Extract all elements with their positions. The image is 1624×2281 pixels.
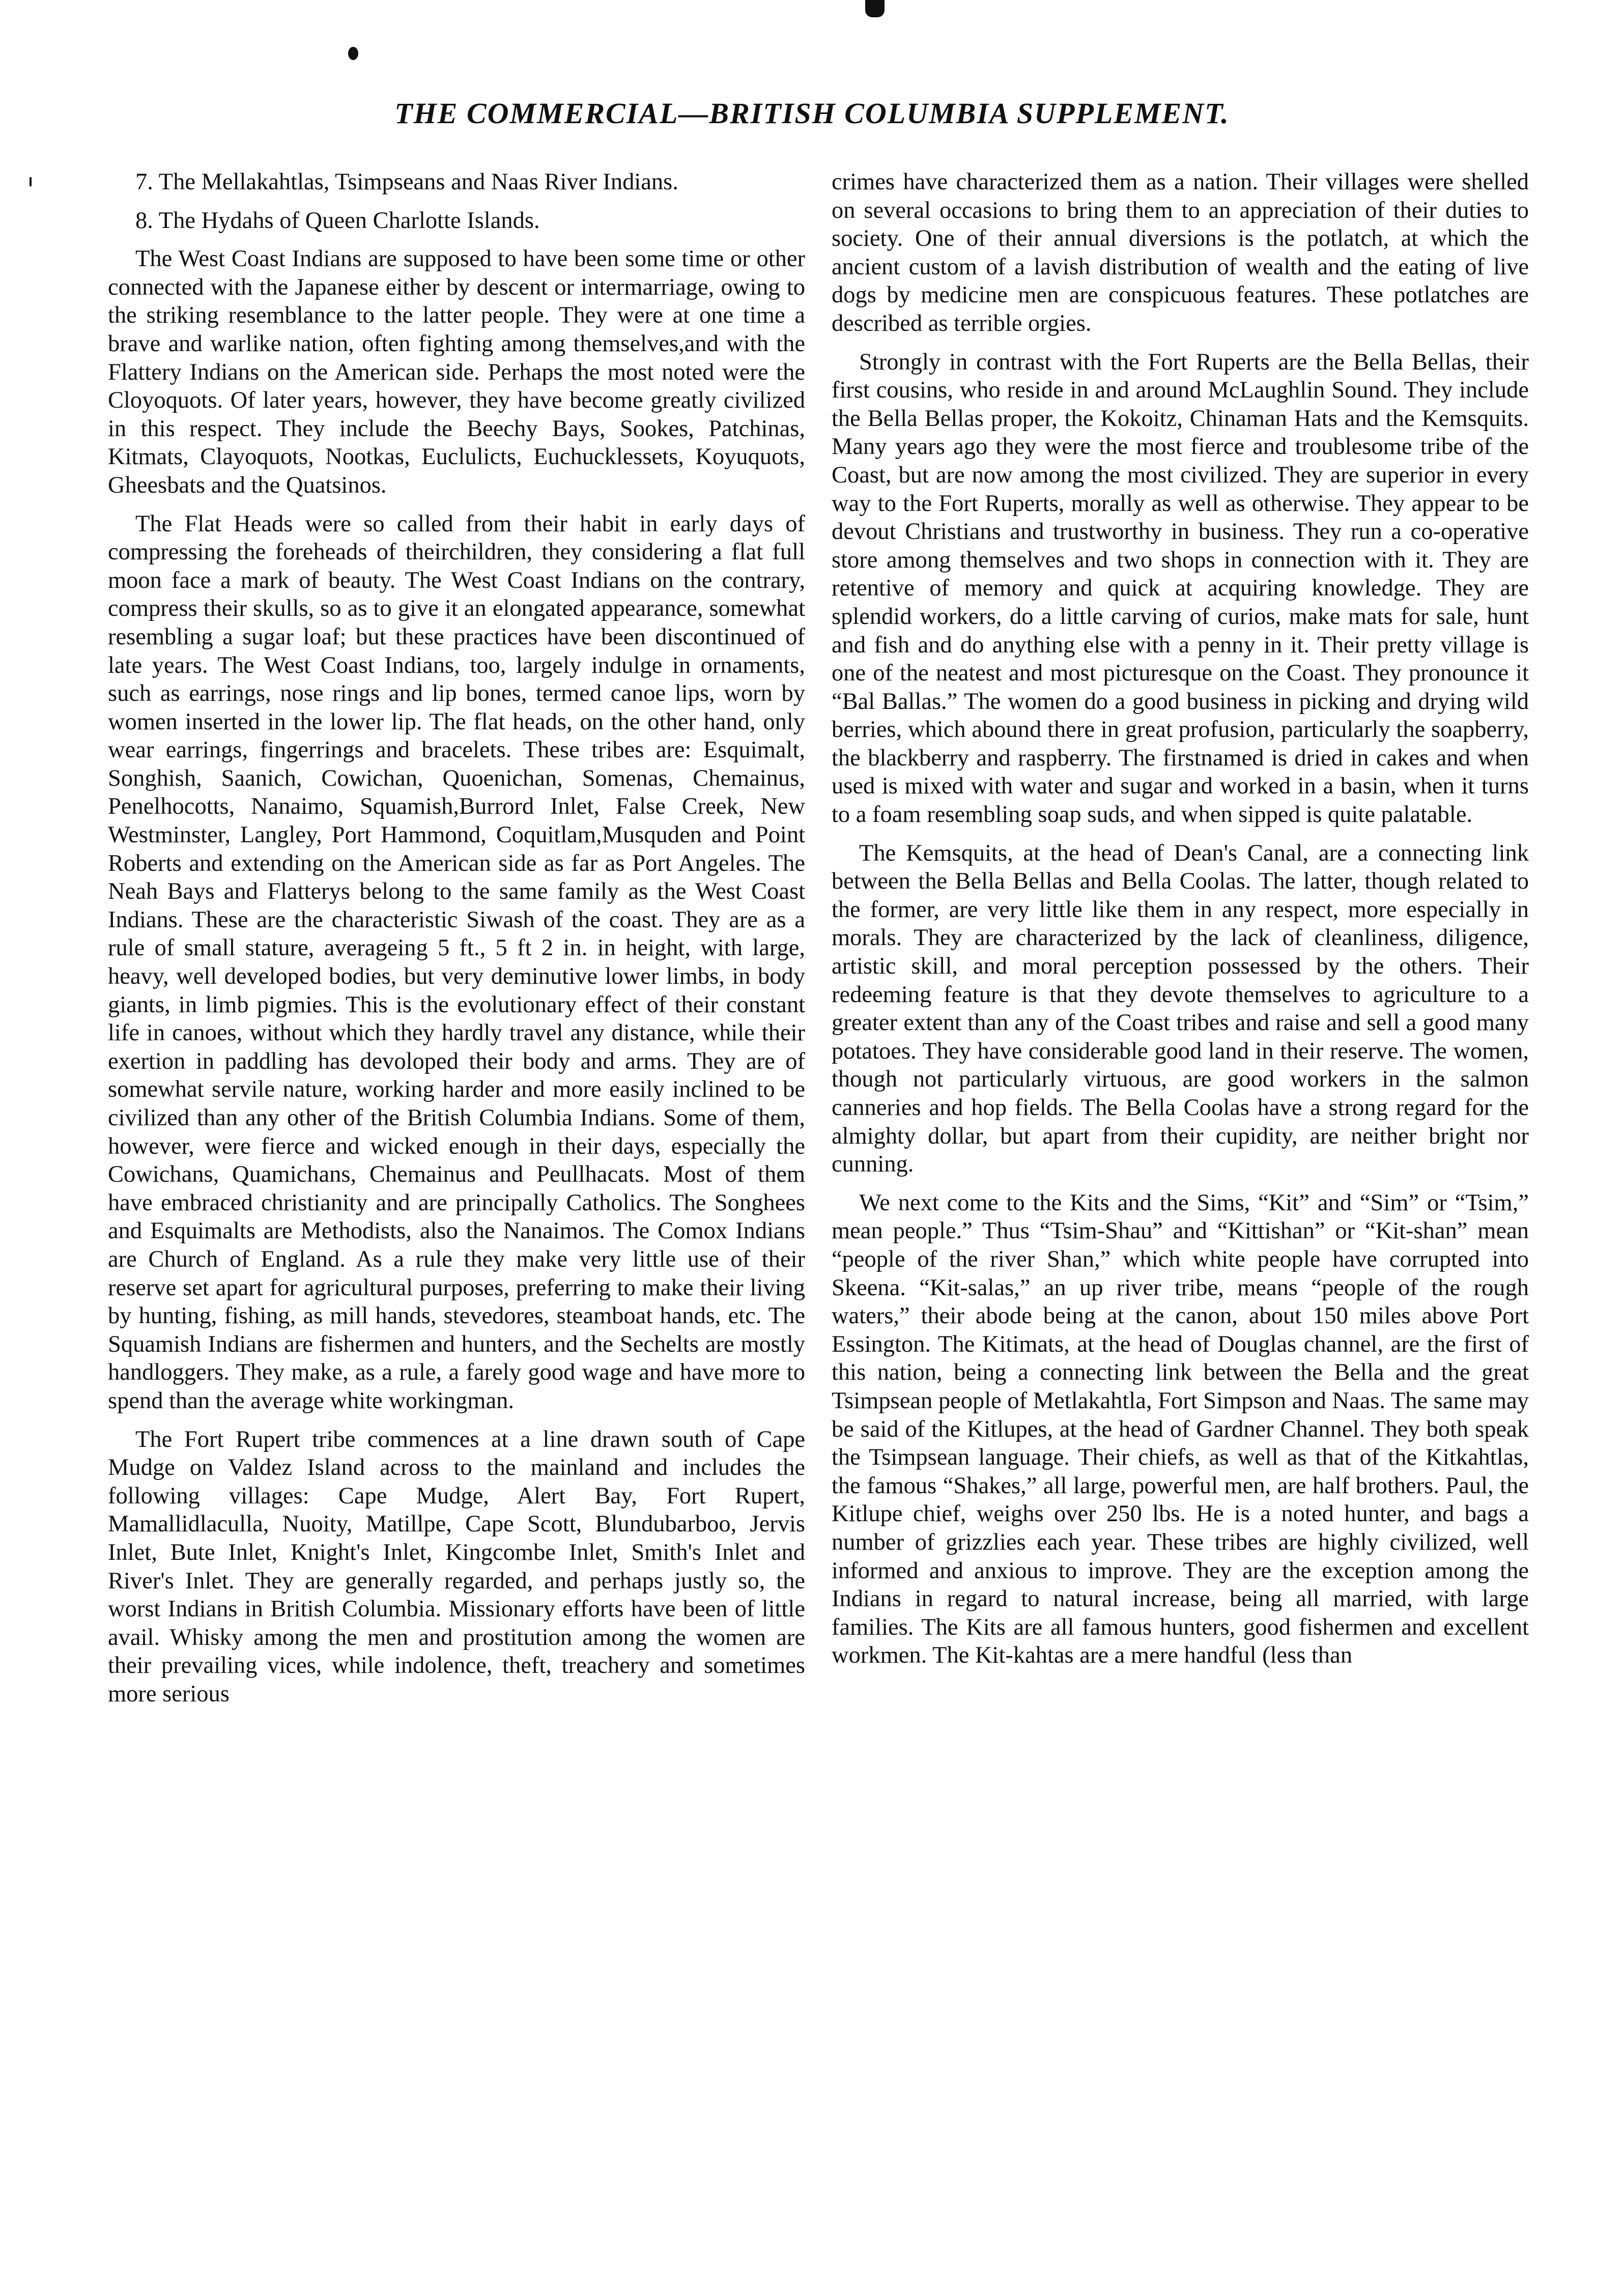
paragraph: The Kemsquits, at the head of Dean's Canal, are a connecting link between the Bella Bellas and Bella Coolas. The latter, though related to the former, are very little like them in any respect, more especially in morals. They are characterized by the lack of cleanliness, diligence, artistic skill, and moral perception possessed by the others. Their redeeming feature is that they devote themselves to agriculture to a greater extent than any of the Coast tribes and raise and sell a good many potatoes. They have considerable good land in their reserve. The women, though not particularly virtuous, are good workers in the salmon canneries and hop fields. The Bella Coolas have a strong regard for the almighty dollar, but apart from their cupidity, are neither bright nor cunning. <box>832 840 1529 1178</box>
paragraph: The Fort Rupert tribe commences at a line drawn south of Cape Mudge on Valdez Island across to the mainland and includes the following villages: Cape Mudge, Alert Bay, Fort Rupert, Mamallidlaculla, Nuoity, Matillpe, Cape Scott, Blundubarboo, Jervis Inlet, Bute Inlet, Knight's Inlet, Kingcombe Inlet, Smith's Inlet and River's Inlet. They are generally regarded, and perhaps justly so, the worst Indians in British Columbia. Missionary efforts have been of little avail. Whisky among the men and prostitution among the women are their prevailing vices, while indolence, theft, treachery and sometimes more serious <box>108 1426 805 1707</box>
margin-tick-mark <box>30 177 32 186</box>
ink-blot-mark <box>865 0 885 17</box>
paragraph: 8. The Hydahs of Queen Charlotte Islands. <box>135 207 540 234</box>
ink-dot-mark <box>348 47 358 60</box>
paragraph: crimes have characterized them as a nation. Their villages were shelled on several occasions to bring them to an appreciation of their duties to society. One of their annual diversions is the potlatch, at which the ancient custom of a lavish distribution of wealth and the eating of live dogs by medicine men are conspicuous features. These potlatches are described as terrible orgies. <box>832 169 1529 336</box>
right-column <box>832 168 1529 1670</box>
paragraph: Strongly in contrast with the Fort Ruperts are the Bella Bellas, their first cousins, who reside in and around McLaughlin Sound. They include the Bella Bellas proper, the Kokoitz, Chinaman Hats and the Kemsquits. Many years ago they were the most fierce and troublesome tribe of the Coast, but are now among the most civilized. They are superior in every way to the Fort Ruperts, morally as well as otherwise. They appear to be devout Christians and trustworthy in business. They run a co-operative store among themselves and two shops in connection with it. They are retentive of memory and quick at acquiring knowledge. They are splendid workers, do a little carving of curios, make mats for sale, hunt and fish and do anything else with a penny in it. Their pretty village is one of the neatest and most picturesque on the Coast. They pronounce it “Bal Ballas.” The women do a good business in picking and drying wild berries, which abound there in great profusion, particularly the soapberry, the blackberry and raspberry. The firstnamed is dried in cakes and when used is mixed with water and sugar and worked in a basin, when it turns to a foam resembling soap suds, and when sipped is quite palatable. <box>832 349 1529 828</box>
paragraph: The Flat Heads were so called from their habit in early days of compressing the foreheads of theirchildren, they considering a flat full moon face a mark of beauty. The West Coast Indians on the contrary, compress their skulls, so as to give it an elongated appearance, somewhat resembling a sugar loaf; but these practices have been discontinued of late years. The West Coast Indians, too, largely indulge in ornaments, such as earrings, nose rings and lip bones, termed canoe lips, worn by women inserted in the lower lip. The flat heads, on the other hand, only wear earrings, fingerrings and bracelets. These tribes are: Esquimalt, Songhish, Saanich, Cowichan, Quoenichan, Somenas, Chemainus, Penelhocotts, Nanaimo, Squamish,Burrord Inlet, False Creek, New Westminster, Langley, Port Hammond, Coquitlam,Musquden and Point Roberts and extending on the American side as far as Port Angeles. The Neah Bays and Flatterys belong to the same family as the West Coast Indians. These are the characteristic Siwash of the coast. They are as a rule of small stature, averageing 5 ft., 5 ft 2 in. in height, with large, heavy, well developed bodies, but very deminutive lower limbs, in body giants, in limb pigmies. This is the evolutionary effect of their constant life in canoes, without which they hardly travel any distance, while their exertion in paddling has devoloped their body and arms. They are of somewhat servile nature, working harder and more easily inclined to be civilized than any other of the British Columbia Indians. Some of them, however, were fierce and wicked enough in their days, especially the Cowichans, Quamichans, Chemainus and Peullhacats. Most of them have embraced christianity and are principally Catholics. The Songhees and Esquimalts are Methodists, also the Nanaimos. The Comox Indians are Church of England. As a rule they make very little use of their reserve set apart for agricultural purposes, preferring to make their living by hunting, fishing, as mill hands, stevedores, steamboat hands, etc. The Squamish Indians are fishermen and hunters, and the Sechelts are mostly handloggers. They make, as a rule, a farely good wage and have more to spend than the average white workingman. <box>108 510 805 1414</box>
paragraph: 7. The Mellakahtlas, Tsimpseans and Naas River Indians. <box>135 169 678 195</box>
paragraph: The West Coast Indians are supposed to have been some time or other connected with the Japanese either by descent or intermarriage, owing to the striking resemblance to the latter people. They were at one time a brave and warlike nation, often fighting among themselves,and with the Flattery Indians on the American side. Perhaps the most noted were the Cloyoquots. Of later years, however, they have become greatly civilized in this respect. They include the Beechy Bays, Sookes, Patchinas, Kitmats, Clayoquots, Nootkas, Euclulicts, Euchucklessets, Koyuquots, Gheesbats and the Quatsinos. <box>108 246 805 498</box>
paragraph: We next come to the Kits and the Sims, “Kit” and “Sim” or “Tsim,” mean people.” Thus “Tsim-Shau” and “Kittishan” or “Kit-shan” mean “people of the river Shan,” which white people have corrupted into Skeena. “Kit-salas,” an up river tribe, means “people of the rough waters,” their abode being at the canon, about 150 miles above Port Essington. The Kitimats, at the head of Douglas channel, are the first of this nation, being a connecting link between the Bella and the great Tsimpsean people of Metlakahtla, Fort Simpson and Naas. The same may be said of the Kitlupes, at the head of Gardner Channel. They both speak the Tsimpsean language. Their chiefs, as well as that of the Kitkahtlas, the famous “Shakes,” all large, powerful men, are half brothers. Paul, the Kitlupe chief, weighs over 250 lbs. He is a noted hunter, and bags a number of grizzlies each year. These tribes are highly civilized, well informed and anxious to improve. They are the exception among the Indians in regard to natural increase, being all married, with large families. The Kits are all famous hunters, good fishermen and excellent workmen. The Kit-kahtas are a mere handful (less than <box>832 1189 1529 1669</box>
left-column <box>108 168 805 1708</box>
running-head: THE COMMERCIAL—BRITISH COLUMBIA SUPPLEMENT. <box>394 97 1230 130</box>
